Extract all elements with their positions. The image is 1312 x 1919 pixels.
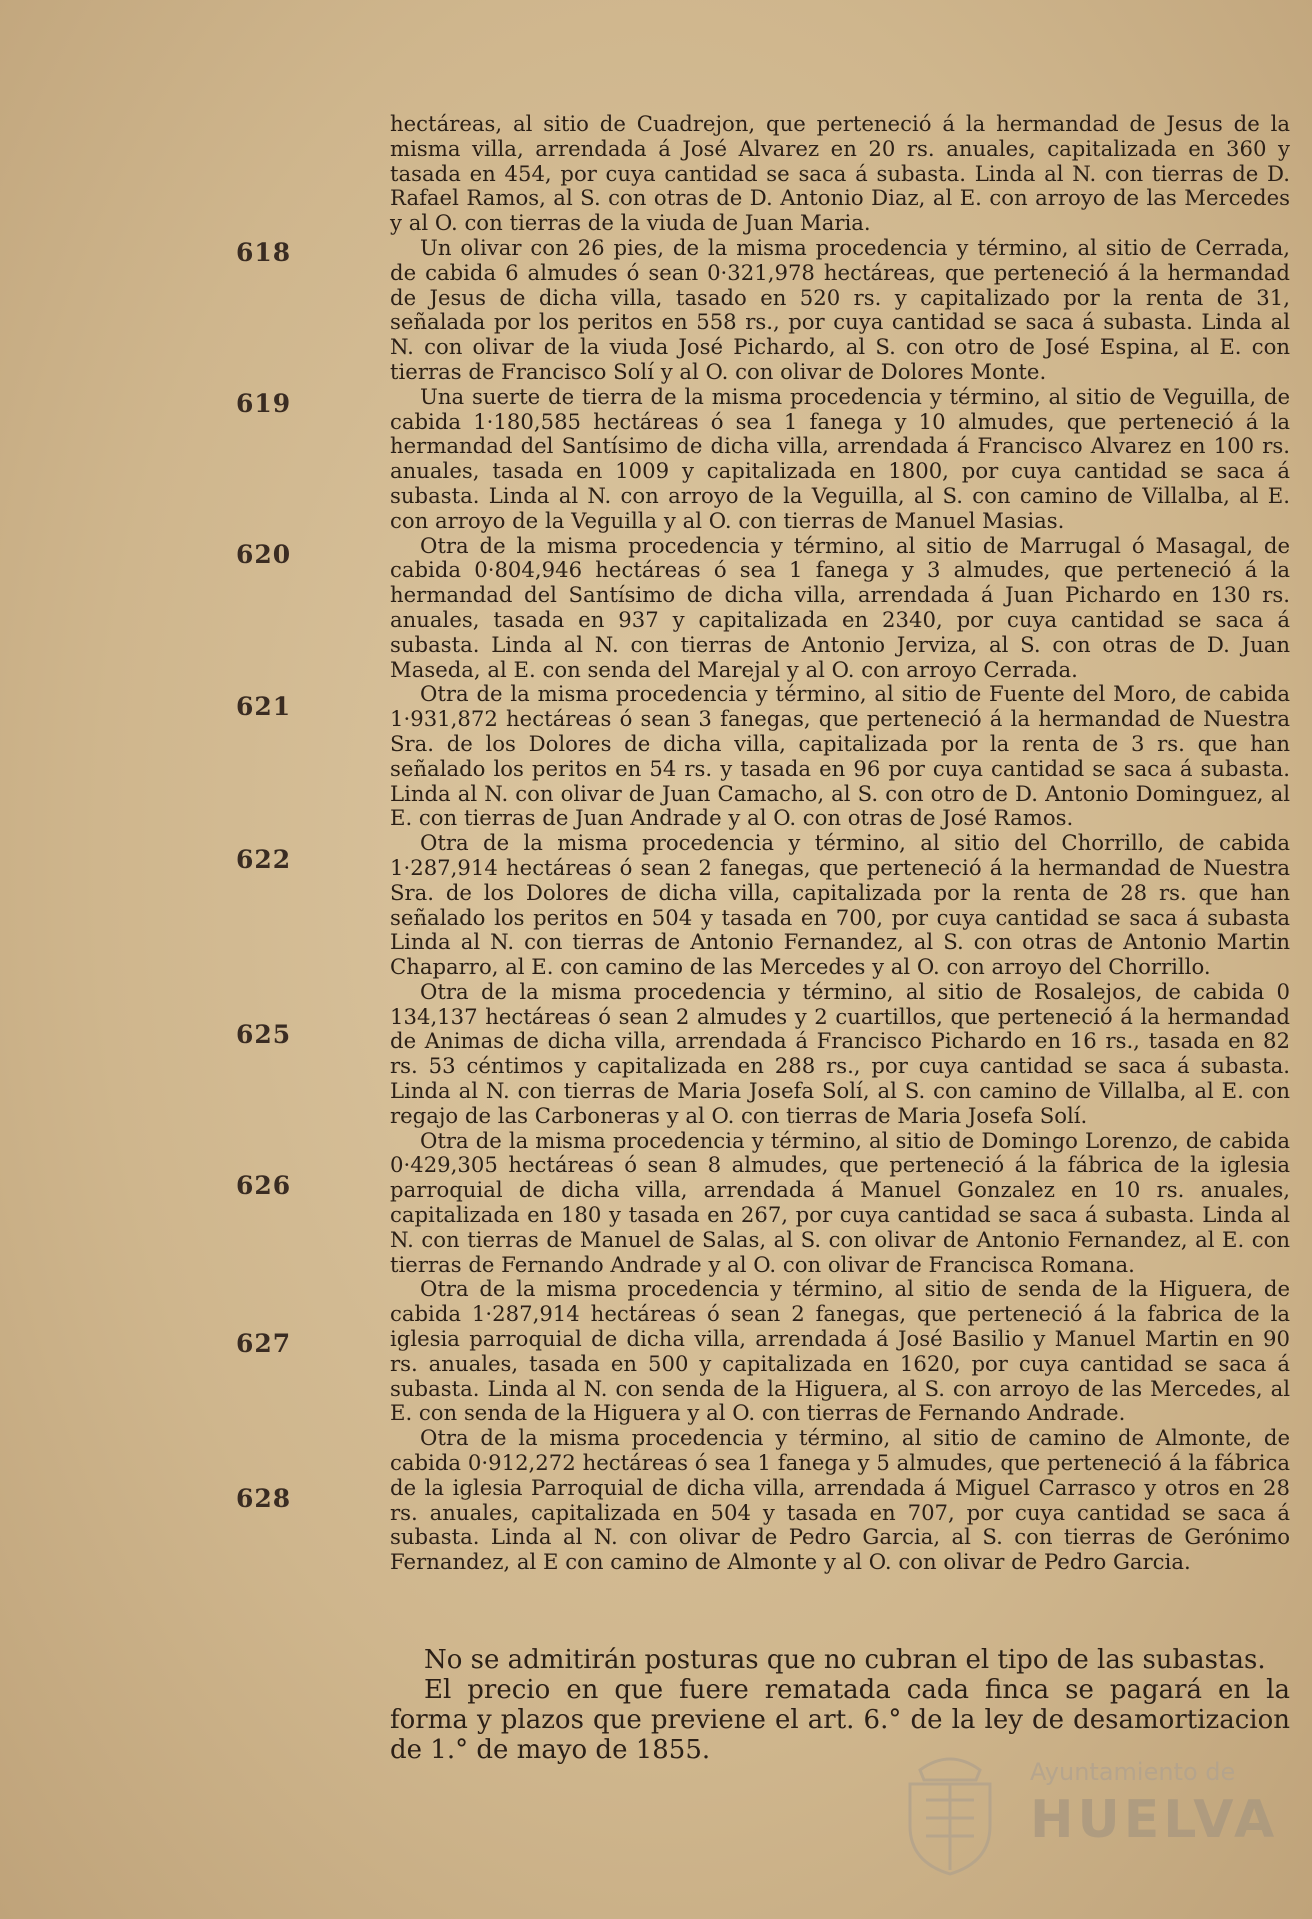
watermark-text: Ayuntamiento de [1030,1758,1236,1786]
lot-number: 621 [236,692,292,721]
lot-number: 626 [236,1171,292,1200]
lot-number: 619 [236,389,292,418]
closing-note: El precio en que fuere rematada cada finca se pagará en la forma y plazos que previene el art. 6.° de la ley de desamortizacion de 1.° de mayo de 1855. [390,1675,1290,1765]
lot-paragraph: Otra de la misma procedencia y término, al sitio de Domingo Lorenzo, de cabida 0·429,305 hectáreas ó sean 8 almudes, que perteneció á la fábrica de la iglesia parroquial de dicha villa, arrendada á Manuel Gonzalez en 10 rs. anuales, capitalizada en 180 y tasada en 267, por cuya cantidad se saca á subasta. Linda al N. con tierras de Manuel de Salas, al S. con olivar de Antonio Fernandez, al E. con tierras de Fernando Andrade y al O. con olivar de Francisca Romana. [390,1127,1290,1277]
lot-paragraph: Otra de la misma procedencia y término, al sitio de senda de la Higuera, de cabida 1·287,914 hectáreas ó sean 2 fanegas, que perteneció á la fabrica de la iglesia parroquial de dicha villa, arrendada á José Basilio y Manuel Martin en 90 rs. anuales, tasada en 500 y capitalizada en 1620, por cuya cantidad se saca á subasta. Linda al N. con senda de la Higuera, al S. con arroyo de las Mercedes, al E. con senda de la Higuera y al O. con tierras de Fernando Andrade. [390,1276,1290,1426]
lot-number: 627 [236,1329,292,1358]
lot-paragraph: Otra de la misma procedencia y término, al sitio del Chorrillo, de cabida 1·287,914 hectáreas ó sean 2 fanegas, que perteneció á la hermandad de Nuestra Sra. de los Dolores de dicha villa, capitalizada por la renta de 28 rs. que han señalado los peritos en 504 y tasada en 700, por cuya cantidad se saca á subasta Linda al N. con tierras de Antonio Fernandez, al S. con otras de Antonio Martin Chaparro, al E. con camino de las Mercedes y al O. con arroyo del Chorrillo. [390,830,1290,980]
lot-paragraph: Otra de la misma procedencia y término, al sitio de camino de Almonte, de cabida 0·912,272 hectáreas ó sea 1 fanega y 5 almudes, que perteneció á la fábrica de la iglesia Parroquial de dicha villa, arrendada á Miguel Carrasco y otros en 28 rs. anuales, capitalizada en 504 y tasada en 707, por cuya cantidad se saca á subasta. Linda al N. con olivar de Pedro Garcia, al S. con tierras de Gerónimo Fernandez, al E con camino de Almonte y al O. con olivar de Pedro Garcia. [390,1425,1290,1575]
closing-note: No se admitirán posturas que no cubran el tipo de las subastas. [424,1645,1266,1675]
lot-number: 622 [236,845,292,874]
lot-number: 628 [236,1484,292,1513]
lot-paragraph: Otra de la misma procedencia y término, al sitio de Fuente del Moro, de cabida 1·931,872 hectáreas ó sean 3 fanegas, que perteneció á la hermandad de Nuestra Sra. de los Dolores de dicha villa, capitalizada por la renta de 3 rs. que han señalado los peritos en 54 rs. y tasada en 96 por cuya cantidad se saca á subasta. Linda al N. con olivar de Juan Camacho, al S. con otro de D. Antonio Dominguez, al E. con tierras de Juan Andrade y al O. con otras de José Ramos. [390,681,1290,831]
lot-paragraph: Un olivar con 26 pies, de la misma procedencia y término, al sitio de Cerrada, de cabida 6 almudes ó sean 0·321,978 hectáreas, que perteneció á la hermandad de Jesus de dicha villa, tasado en 520 rs. y capitalizado por la renta de 31, señalada por los peritos en 558 rs., por cuya cantidad se saca á subasta. Linda al N. con olivar de la viuda José Pichardo, al S. con otro de José Espina, al E. con tierras de Francisco Solí y al O. con olivar de Dolores Monte. [390,234,1290,384]
coat-of-arms-icon [890,1740,1010,1880]
document-body [390,112,1290,1575]
watermark [890,1740,1279,1890]
lot-number: 625 [236,1020,292,1049]
continuation-paragraph: hectáreas, al sitio de Cuadrejon, que perteneció á la hermandad de Jesus de la misma villa, arrendada á José Alvarez en 20 rs. anuales, capitalizada en 360 y tasada en 454, por cuya cantidad se saca á subasta. Linda al N. con tierras de D. Rafael Ramos, al S. con otras de D. Antonio Diaz, al E. con arroyo de las Mercedes y al O. con tierras de la viuda de Juan Maria. [390,111,1290,236]
watermark-title: HUELVA [1030,1790,1279,1850]
lot-paragraph: Otra de la misma procedencia y término, al sitio de Marrugal ó Masagal, de cabida 0·804,946 hectáreas ó sea 1 fanega y 3 almudes, que perteneció á la hermandad del Santísimo de dicha villa, arrendada á Juan Pichardo en 130 rs. anuales, tasada en 937 y capitalizada en 2340, por cuya cantidad se saca á subasta. Linda al N. con tierras de Antonio Jerviza, al S. con otras de D. Juan Maseda, al E. con senda del Marejal y al O. con arroyo Cerrada. [390,532,1290,682]
lot-number: 618 [236,238,292,267]
lot-number: 620 [236,540,292,569]
lot-paragraph: Otra de la misma procedencia y término, al sitio de Rosalejos, de cabida 0 134,137 hectáreas ó sean 2 almudes y 2 cuartillos, que perteneció á la hermandad de Animas de dicha villa, arrendada á Francisco Pichardo en 16 rs., tasada en 82 rs. 53 céntimos y capitalizada en 288 rs., por cuya cantidad se saca á subasta. Linda al N. con tierras de Maria Josefa Solí, al S. con camino de Villalba, al E. con regajo de las Carboneras y al O. con tierras de Maria Josefa Solí. [390,978,1290,1128]
lot-paragraph: Una suerte de tierra de la misma procedencia y término, al sitio de Veguilla, de cabida 1·180,585 hectáreas ó sea 1 fanega y 10 almudes, que perteneció á la hermandad del Santísimo de dicha villa, arrendada á Francisco Alvarez en 100 rs. anuales, tasada en 1009 y capitalizada en 1800, por cuya cantidad se saca á subasta. Linda al N. con arroyo de la Veguilla, al S. con camino de Villalba, al E. con arroyo de la Veguilla y al O. con tierras de Manuel Masias. [390,383,1290,533]
